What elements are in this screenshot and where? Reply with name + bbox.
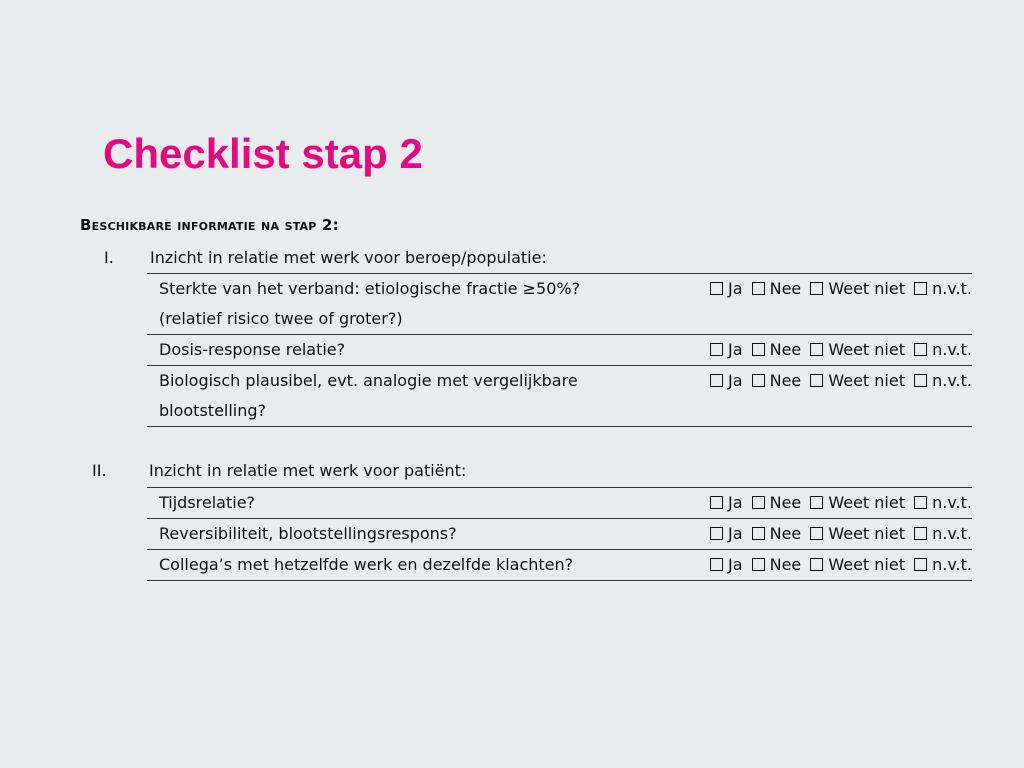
checklist-table — [147, 273, 972, 427]
checkbox-weet-niet[interactable] — [810, 374, 823, 387]
checkbox-nee[interactable] — [752, 374, 765, 387]
table-row — [147, 274, 972, 335]
option-label: Nee — [769, 555, 802, 574]
checkbox-weet-niet[interactable] — [810, 558, 823, 571]
table-row — [147, 550, 972, 581]
table-row — [147, 519, 972, 550]
question-text: Reversibiliteit, blootstellingsrespons? — [159, 524, 457, 543]
option-label: Nee — [769, 279, 802, 298]
checkbox-nvt[interactable] — [914, 527, 927, 540]
checkbox-weet-niet[interactable] — [810, 527, 823, 540]
checkbox-nee[interactable] — [752, 282, 765, 295]
question-text: Collega’s met hetzelfde werk en dezelfde klachten? — [159, 555, 574, 574]
checkbox-nvt[interactable] — [914, 282, 927, 295]
question-text-cont: (relatief risico twee of groter?) — [159, 309, 403, 328]
question-cell — [147, 550, 669, 581]
checklist-table — [147, 487, 972, 581]
question-text: Tijdsrelatie? — [159, 493, 256, 512]
table-row — [147, 335, 972, 366]
option-label: Nee — [769, 524, 802, 543]
option-label: n.v.t. — [932, 493, 972, 512]
answer-options — [669, 366, 972, 427]
option-label: Ja — [727, 340, 743, 359]
checkbox-nvt[interactable] — [914, 374, 927, 387]
page-title: Checklist stap 2 — [103, 130, 423, 177]
section-subtitle: Beschikbare informatie na stap 2: — [80, 216, 339, 234]
option-label: Weet niet — [828, 555, 905, 574]
checkbox-nvt[interactable] — [914, 343, 927, 356]
section-number: II. — [92, 461, 107, 480]
option-label: n.v.t. — [932, 371, 972, 390]
checkbox-ja[interactable] — [710, 343, 723, 356]
checkbox-nvt[interactable] — [914, 496, 927, 509]
option-label: Weet niet — [828, 279, 905, 298]
checkbox-ja[interactable] — [710, 374, 723, 387]
option-label: Ja — [727, 493, 743, 512]
option-label: Weet niet — [828, 371, 905, 390]
section-number: I. — [104, 248, 114, 267]
answer-options — [669, 519, 972, 550]
option-label: n.v.t. — [932, 555, 972, 574]
question-text-cont: blootstelling? — [159, 401, 267, 420]
option-label: Nee — [769, 371, 802, 390]
checkbox-nee[interactable] — [752, 527, 765, 540]
option-label: Weet niet — [828, 493, 905, 512]
option-label: Ja — [727, 279, 743, 298]
option-label: Weet niet — [828, 524, 905, 543]
answer-options — [669, 274, 972, 335]
question-cell — [147, 488, 669, 519]
checkbox-ja[interactable] — [710, 558, 723, 571]
option-label: Ja — [727, 524, 743, 543]
option-label: Weet niet — [828, 340, 905, 359]
table-row — [147, 488, 972, 519]
checkbox-weet-niet[interactable] — [810, 343, 823, 356]
section-label: Inzicht in relatie met werk voor patiënt: — [149, 461, 467, 480]
checkbox-nee[interactable] — [752, 496, 765, 509]
checkbox-weet-niet[interactable] — [810, 282, 823, 295]
question-text: Dosis-response relatie? — [159, 340, 346, 359]
question-cell — [147, 274, 669, 335]
checkbox-weet-niet[interactable] — [810, 496, 823, 509]
table-row — [147, 366, 972, 427]
answer-options — [669, 335, 972, 366]
question-cell — [147, 366, 669, 427]
checkbox-ja[interactable] — [710, 496, 723, 509]
option-label: Nee — [769, 340, 802, 359]
question-text: Sterkte van het verband: etiologische fractie ≥50%? — [159, 279, 581, 298]
option-label: n.v.t. — [932, 340, 972, 359]
question-cell — [147, 335, 669, 366]
checkbox-nee[interactable] — [752, 343, 765, 356]
checkbox-ja[interactable] — [710, 527, 723, 540]
checkbox-nee[interactable] — [752, 558, 765, 571]
option-label: Ja — [727, 555, 743, 574]
option-label: Ja — [727, 371, 743, 390]
checkbox-ja[interactable] — [710, 282, 723, 295]
question-cell — [147, 519, 669, 550]
question-text: Biologisch plausibel, evt. analogie met vergelijkbare — [159, 371, 578, 390]
answer-options — [669, 488, 972, 519]
answer-options — [669, 550, 972, 581]
option-label: Nee — [769, 493, 802, 512]
option-label: n.v.t. — [932, 279, 972, 298]
option-label: n.v.t. — [932, 524, 972, 543]
checkbox-nvt[interactable] — [914, 558, 927, 571]
section-label: Inzicht in relatie met werk voor beroep/populatie: — [150, 248, 547, 267]
